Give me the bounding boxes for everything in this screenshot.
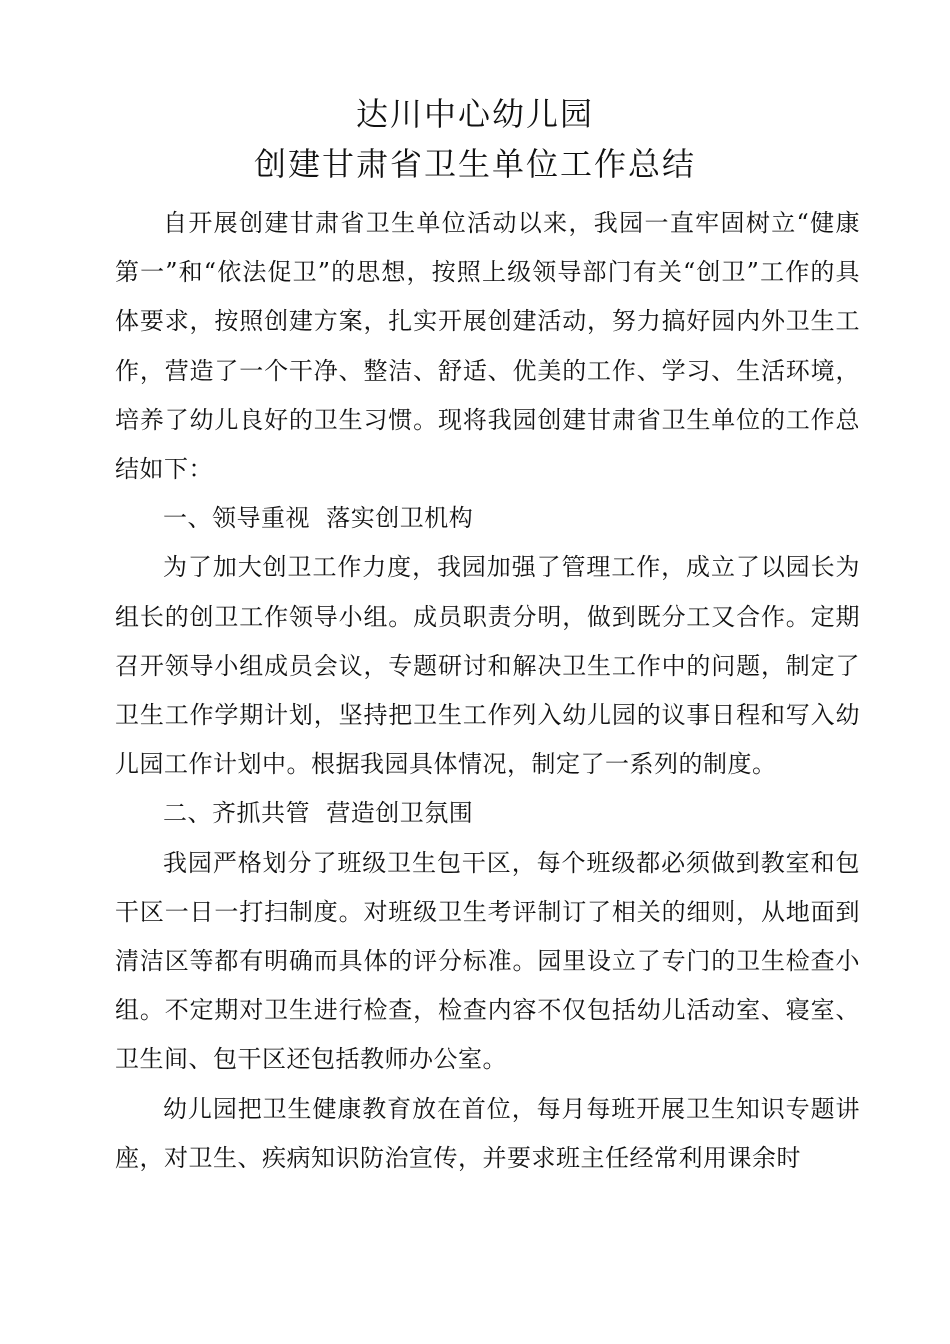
document-title-line2: 创建甘肃省卫生单位工作总结 [253,145,696,183]
section2-heading: 二、齐抓共管 营造创卫氛围 [163,799,474,828]
section1-heading: 一、领导重视 落实创卫机构 [163,504,474,533]
section1-paragraph: 为了加大创卫工作力度，我园加强了管理工作，成立了以园长为组长的创卫工作领导小组。成员职责分明，做到既分工又合作。定期召开领导小组成员会议，专题研讨和解决卫生工作中的问题，制定了卫生工作学期计划，坚持把卫生工作列入幼儿园的议事日程和写入幼儿园工作计划中。根据我园具体情况，制定了一系列的制度。 [115,553,860,779]
document-body [115,199,860,1183]
document-title-line1: 达川中心幼儿园 [355,95,594,133]
section2-paragraph1: 我园严格划分了班级卫生包干区，每个班级都必须做到教室和包干区一日一打扫制度。对班级卫生考评制订了相关的细则，从地面到清洁区等都有明确而具体的评分标准。园里设立了专门的卫生检查小组。不定期对卫生进行检查，检查内容不仅包括幼儿活动室、寝室、卫生间、包干区还包括教师办公室。 [115,848,860,1074]
section2-paragraph2: 幼儿园把卫生健康教育放在首位，每月每班开展卫生知识专题讲座，对卫生、疾病知识防治宣传，并要求班主任经常利用课余时 [115,1094,860,1172]
intro-paragraph: 自开展创建甘肃省卫生单位活动以来，我园一直牢固树立“健康第一”和“依法促卫”的思想，按照上级领导部门有关“创卫”工作的具体要求，按照创建方案，扎实开展创建活动，努力搞好园内外卫生工作，营造了一个干净、整洁、舒适、优美的工作、学习、生活环境，培养了幼儿良好的卫生习惯。现将我园创建甘肃省卫生单位的工作总结如下： [115,209,860,484]
